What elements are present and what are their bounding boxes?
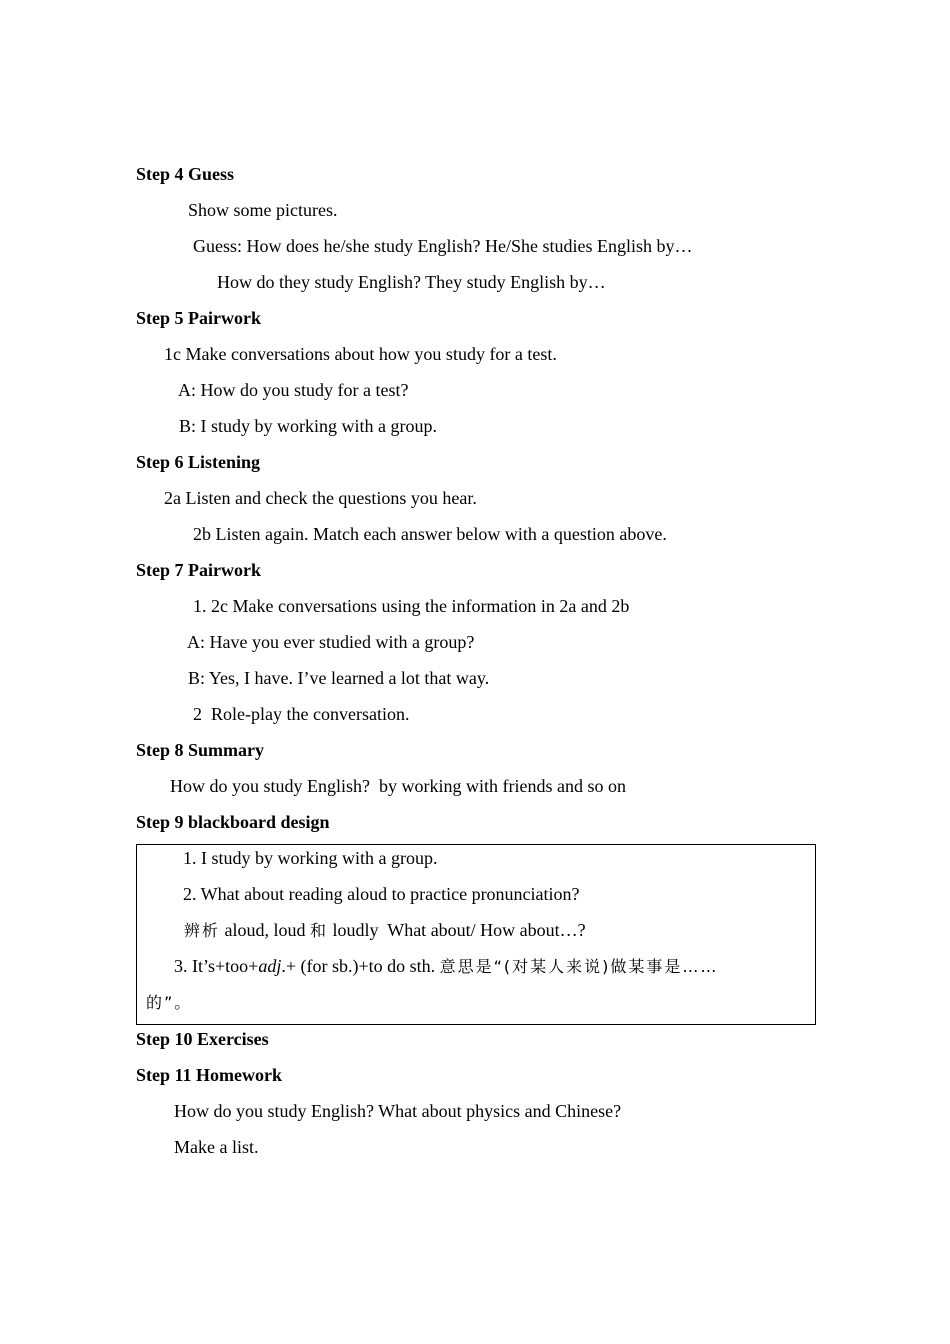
board-item-1: 1. I study by working with a group. (183, 848, 438, 868)
step5-heading: Step 5 Pairwork (136, 308, 261, 328)
step5-line2: A: How do you study for a test? (178, 380, 409, 400)
step7-line1: 1. 2c Make conversations using the information in 2a and 2b (193, 596, 630, 616)
step11-heading: Step 11 Homework (136, 1065, 282, 1085)
step6-heading: Step 6 Listening (136, 452, 261, 472)
step6-line2: 2b Listen again. Match each answer below with a question above. (193, 524, 667, 544)
step7-line4: 2 Role-play the conversation. (193, 704, 410, 724)
step11-line2: Make a list. (174, 1137, 259, 1157)
step8-heading: Step 8 Summary (136, 740, 265, 760)
board-item-3 (184, 918, 586, 943)
board-item-4 (174, 954, 718, 979)
step7-heading: Step 7 Pairwork (136, 560, 261, 580)
step10-heading: Step 10 Exercises (136, 1029, 269, 1049)
step4-heading: Step 4 Guess (136, 164, 235, 184)
step7-line2: A: Have you ever studied with a group? (187, 632, 475, 652)
board-item-3-cjk2: 和 (310, 921, 329, 940)
board-item-4-b: .+ (for sb.)+to do sth. (281, 956, 440, 976)
board-item-3-cjk1: 辨析 (184, 921, 221, 940)
step11-line1: How do you study English? What about physics and Chinese? (174, 1101, 622, 1121)
board-item-3-b: loudly What about/ How about…? (328, 920, 586, 940)
step4-line3: How do they study English? They study English by… (217, 272, 606, 292)
step5-line1: 1c Make conversations about how you study for a test. (164, 344, 557, 364)
board-item-4-cjk: 意思是“(对某人来说)做某事是…… (439, 957, 719, 976)
step5-line3: B: I study by working with a group. (179, 416, 437, 436)
step4-line2: Guess: How does he/she study English? He/She studies English by… (193, 236, 693, 256)
board-item-3-a: aloud, loud (220, 920, 311, 940)
step9-heading: Step 9 blackboard design (136, 812, 330, 832)
board-item-4-adj: adj (258, 956, 282, 976)
board-item-4-continuation: 的”。 (146, 993, 193, 1012)
board-item-2: 2. What about reading aloud to practice pronunciation? (183, 884, 580, 904)
step4-line1: Show some pictures. (188, 200, 338, 220)
step6-line1: 2a Listen and check the questions you hear. (164, 488, 477, 508)
board-item-4-a: 3. It’s+too+ (174, 956, 259, 976)
step7-line3: B: Yes, I have. I’ve learned a lot that way. (188, 668, 490, 688)
step8-line1: How do you study English? by working with friends and so on (170, 776, 626, 796)
